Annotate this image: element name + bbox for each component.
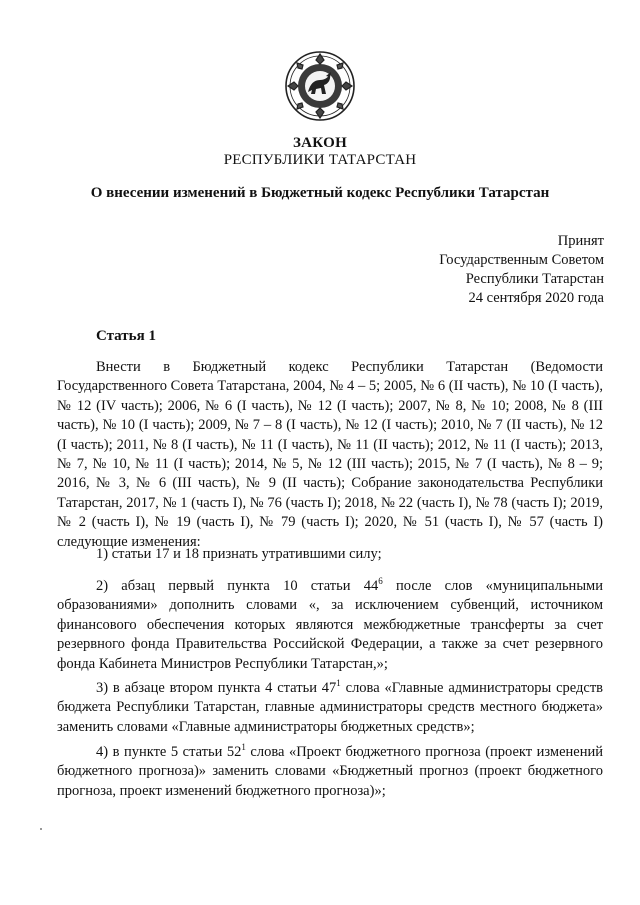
article-superscript: 1 <box>336 678 341 689</box>
article-superscript: 1 <box>241 742 246 753</box>
tatarstan-coat-of-arms-icon <box>284 50 356 122</box>
article-heading: Статья 1 <box>96 328 156 344</box>
amendment-item-4 <box>57 743 603 801</box>
adoption-line: Государственным Советом <box>439 252 604 268</box>
amendment-item-2 <box>57 577 603 674</box>
document-title: ЗАКОН <box>292 135 348 151</box>
document-title-republic: РЕСПУБЛИКИ ТАТАРСТАН <box>223 152 417 168</box>
amendment-item-3 <box>57 679 603 737</box>
item-text: слова «Главные администраторы средств бюджета Республики Татарстан, главные администраторы средств местного бюджета» заменить словами «Главные администраторы бюджетных средств»; <box>57 680 604 735</box>
article-superscript: 6 <box>378 576 383 587</box>
amendment-item-1: 1) статьи 17 и 18 признать утратившими силу; <box>96 546 382 562</box>
adoption-date: 24 сентября 2020 года <box>468 290 604 306</box>
item-text: 4) в пункте 5 статьи 52 <box>96 744 242 760</box>
item-text: после слов «муниципальными образованиями» дополнить словами «, за исключением субвенций, источником финансового обеспечения которых являются межбюджетные трансферты за счет резервного фонда Правительства Российской Федерации, а также за счет резервного фонда Кабинета Министров Республики Татарстан,»; <box>57 578 603 672</box>
adoption-line: Республики Татарстан <box>465 271 604 287</box>
article-intro-paragraph: Внести в Бюджетный кодекс Республики Татарстан (Ведомости Государственного Совета Татарстана, 2004, № 4 – 5; 2005, № 6 (II часть), № 10 (I часть), № 12 (IV часть); 2006, № 6 (I часть), № 12 (I часть); 2007, № 8, № 10; 2008, № 8 (III часть), № 10 (I часть); 2009, № 7 – 8 (I часть), № 12 (I часть); 2010, № 7 (II часть), № 12 (I часть); 2011, № 8 (I часть), № 11 (I часть), № 11 (II часть); 2012, № 11 (I часть); 2013, № 7, № 10, № 11 (I часть); 2014, № 5, № 12 (III часть); 2015, № 7 (I часть), № 8 – 9; 2016, № 3, № 6 (III часть), № 9 (II часть); Собрание законодательства Республики Татарстан, 2017, № 1 (часть I), № 76 (часть I); 2018, № 22 (часть I), № 78 (часть I); 2019, № 2 (часть I), № 19 (часть I), № 79 (часть I); 2020, № 51 (часть I), № 57 (часть I) следующие изменения: <box>57 359 603 550</box>
scan-speck <box>40 828 42 830</box>
adoption-block <box>439 232 604 308</box>
item-text: слова «Проект бюджетного прогноза (проект изменений бюджетного прогноза)» заменить словами «Бюджетный прогноз (проект бюджетного прогноза, проект изменений бюджетного прогноза)»; <box>57 744 603 799</box>
law-subject-heading: О внесении изменений в Бюджетный кодекс Республики Татарстан <box>90 185 550 201</box>
item-text: 2) абзац первый пункта 10 статьи 44 <box>96 578 379 594</box>
item-text: 3) в абзаце втором пункта 4 статьи 47 <box>96 680 337 696</box>
adoption-line: Принят <box>557 233 604 249</box>
